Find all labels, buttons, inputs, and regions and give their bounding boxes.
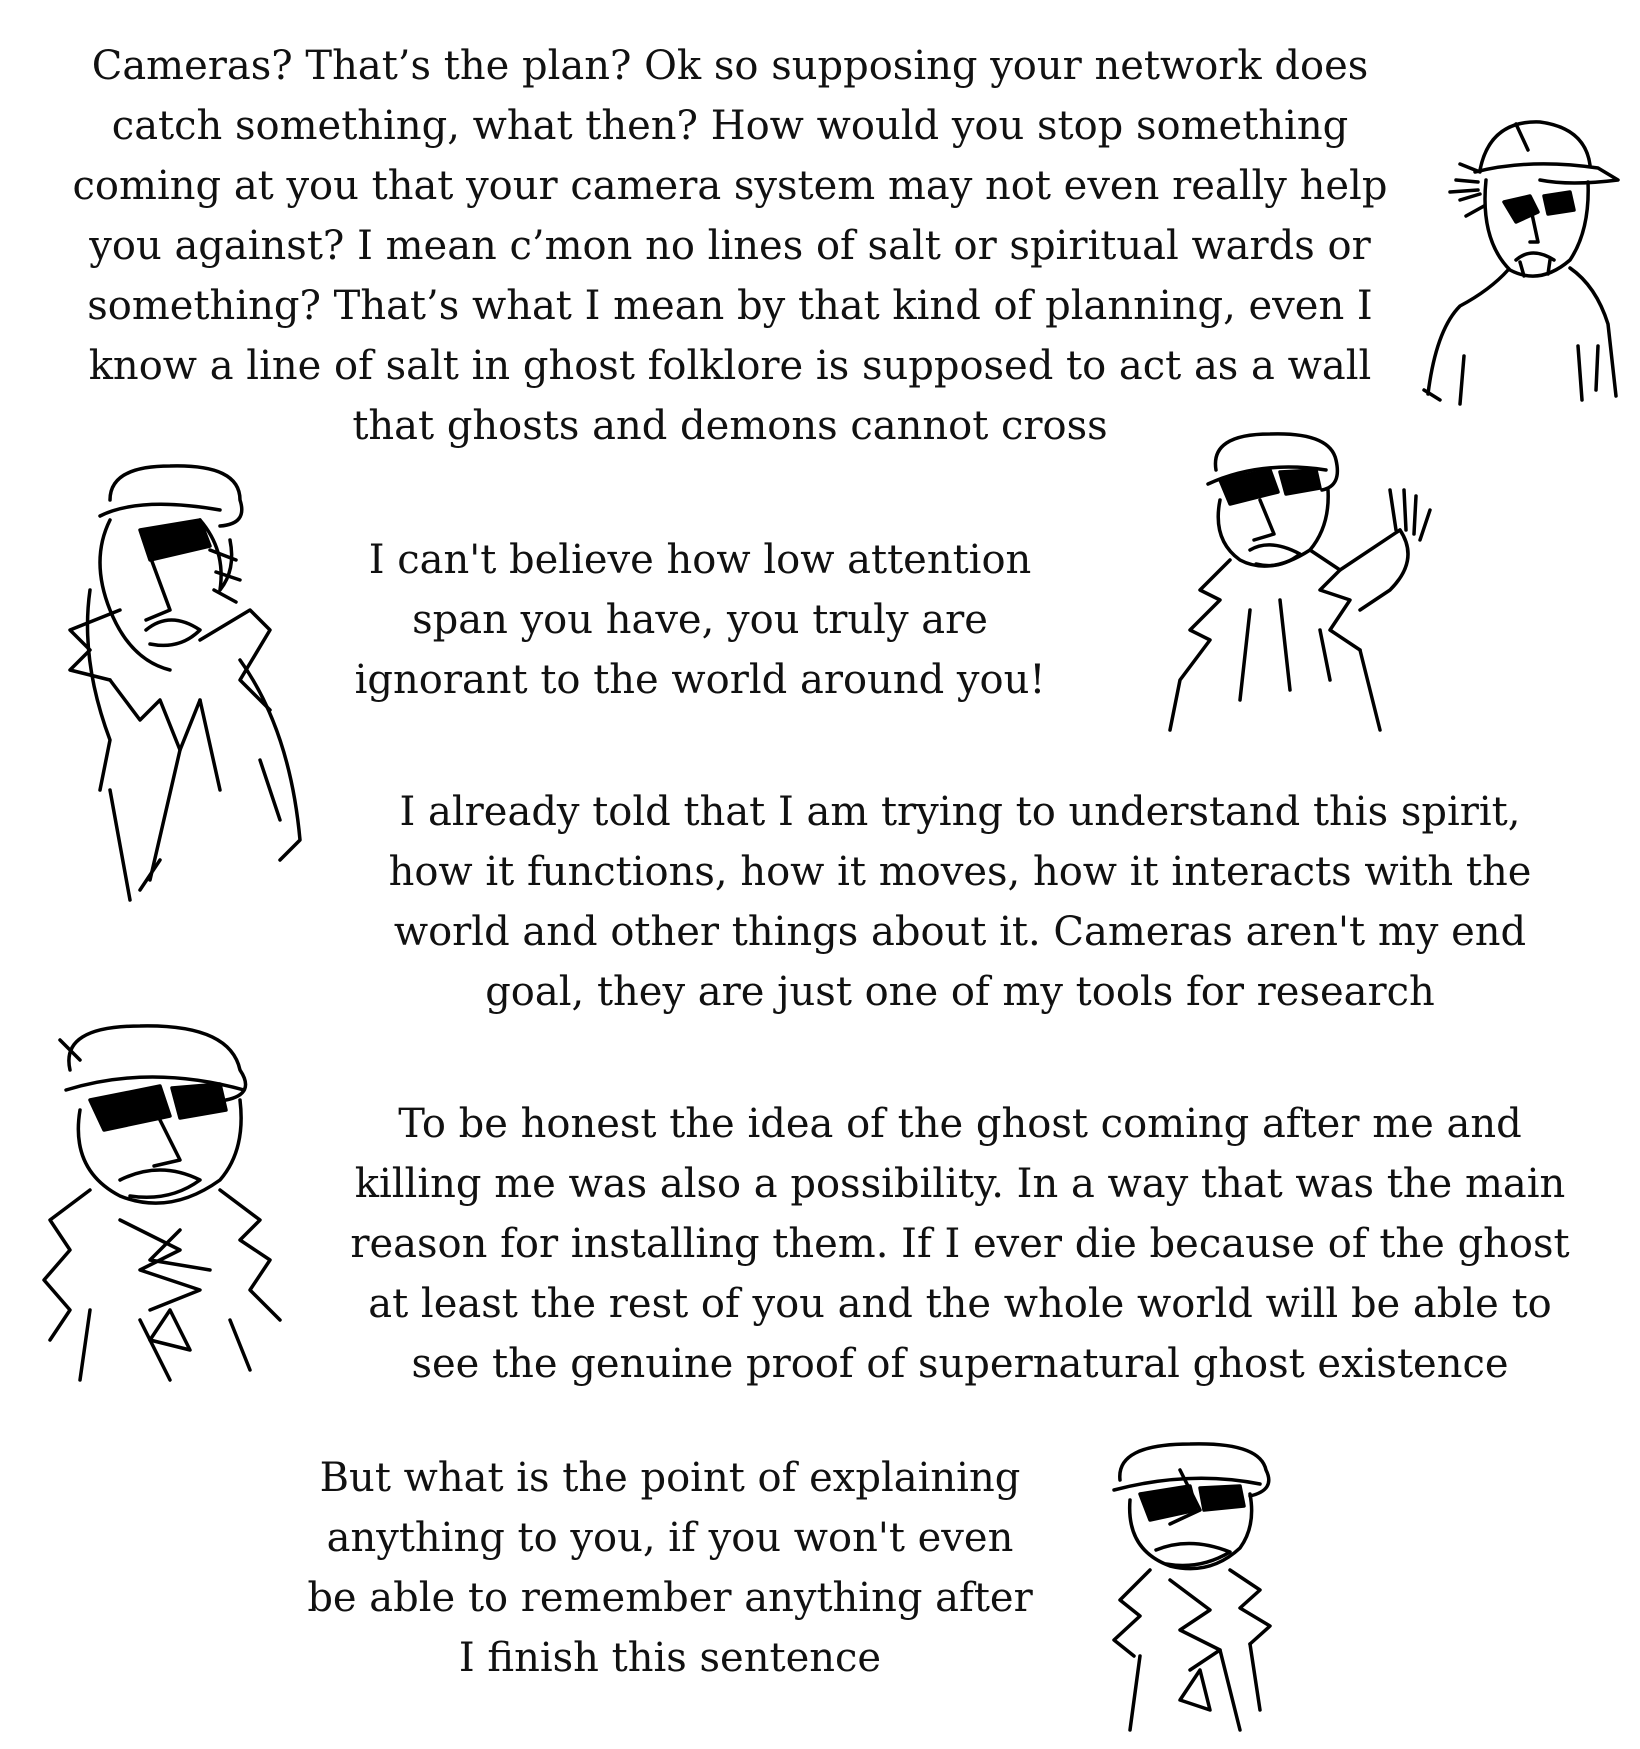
dialogue-cap-wearer-salt-question: Cameras? That’s the plan? Ok so supposing your network does catch something, what then? How would you stop something coming at you that your camera system may not even really help you against? I mean c’mon no lines of salt or spiritual wards or something? That’s what I mean by that kind of planning, even I know a line of salt in ghost folklore is supposed to act as a wall that ghosts and demons cannot cross xyxy=(72,43,1388,449)
coat-wearer-facepalm-icon xyxy=(50,460,320,910)
dialogue-point-of-explaining: But what is the point of explaining anything to you, if you won't even be able to remember anything after I finish this sentence xyxy=(307,1455,1033,1681)
dialogue-proof-of-ghost: To be honest the idea of the ghost coming after me and killing me was also a possibility. In a way that was the main reason for installing them. If I ever die because of the ghost at least the rest of you and the whole world will be able to see the genuine proof of supernatural ghost existence xyxy=(350,1101,1570,1387)
dialogue-attention-span-retort: I can't believe how low attention span you have, you truly are ignorant to the world around you! xyxy=(354,537,1046,703)
coat-wearer-smirking-icon xyxy=(1100,1440,1310,1740)
coat-wearer-waving-icon xyxy=(1160,430,1450,740)
dialogue-understanding-spirit: I already told that I am trying to understand this spirit, how it functions, how it moves, how it interacts with the world and other things about it. Cameras aren't my end goal, they are just one of my tools for research xyxy=(388,789,1532,1015)
coat-wearer-arms-crossed-icon xyxy=(30,1020,300,1390)
cap-wearer-frowning-icon xyxy=(1420,110,1620,410)
